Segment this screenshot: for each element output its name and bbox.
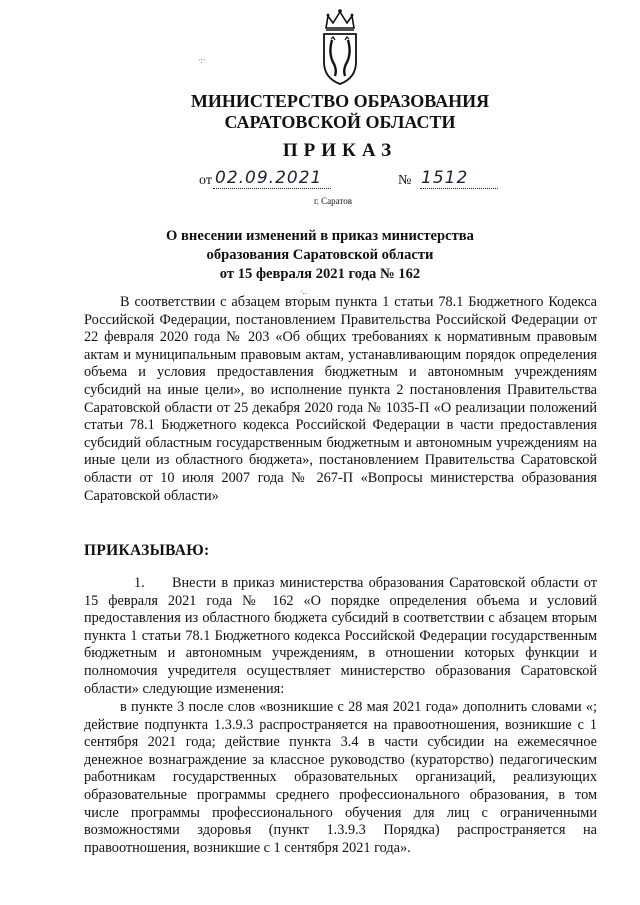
- preamble-paragraph: В соответствии с абзацем вторым пункта 1 статьи 78.1 Бюджетного Кодекса Российской Федерации, постановлением Правительства Российской Федерации от 22 февраля 2020 года № 203 «Об общих требованиях к нормативным правовым актам и муниципальным правовым актам, устанавливающим порядок определения объема и условия предоставления бюджетным и автономным учреждениям субсидий на иные цели», во исполнение пункта 2 постановления Правительства Саратовской области от 25 декабря 2020 года № 1035-П «О реализации положений статьи 78.1 Бюджетного кодекса Российской Федерации в части предоставления субсидий областным государственным бюджетным и автономным учреждениям на иные цели из областного бюджета», постановлением Правительства Саратовской области от 10 июля 2007 года № 267-П «Вопросы министерства образования Саратовской области»: [84, 294, 597, 504]
- ministry-line-1: МИНИСТЕРСТВО ОБРАЗОВАНИЯ: [190, 91, 490, 111]
- order-subject: [150, 227, 490, 284]
- handwritten-date: 02.09.2021: [215, 168, 323, 188]
- item-1-paragraph: [84, 575, 597, 698]
- subject-line-2: образования Саратовской области: [206, 247, 434, 263]
- number-prefix: №: [398, 173, 412, 188]
- item-1-text: Внести в приказ министерства образования Саратовской области от 15 февраля 2021 года № 162 «О порядке определения объема и условий предоставления из областного бюджета субсидий в соответствии с абзацем вторым пункта 1 статьи 78.1 Бюджетного кодекса Российской Федерации государственным бюджетным и автономным учреждениям, в отношении которых функции и полномочия учредителя осуществляет министерство образования Саратовской области» следующие изменения:: [84, 575, 597, 697]
- scan-speck: ·..: [300, 287, 307, 296]
- date-underline: [213, 188, 331, 189]
- scan-speck: ·:·: [198, 56, 206, 65]
- document-type: ПРИКАЗ: [282, 140, 398, 161]
- coat-of-arms-icon: [318, 6, 362, 86]
- subitem-paragraph: в пункте 3 после слов «возникшие с 28 мая 2021 года» дополнить словами «; действие подпункта 1.3.9.3 распространяется на правоотношения, возникшие с 1 сентября 2021 года; действие пункта 3.4 в части субсидии на ежемесячное денежное вознаграждение за классное руководство (кураторство) педагогическим работникам государственных образовательных организаций, реализующих образовательные программы среднего профессионального образования, в том числе программы профессионального обучения для лиц с ограниченными возможностями здоровья (пункт 1.3.9.3 Порядка) распространяется на правоотношения, возникшие с 1 сентября 2021 года».: [84, 699, 597, 856]
- subject-line-3: от 15 февраля 2021 года № 162: [219, 266, 421, 282]
- number-underline: [420, 188, 498, 189]
- ministry-name: [150, 91, 530, 133]
- orders-label: ПРИКАЗЫВАЮ:: [84, 542, 210, 559]
- date-prefix: от: [199, 173, 212, 188]
- subject-line-1: О внесении изменений в приказ министерства: [166, 228, 474, 244]
- item-1-number: 1.: [134, 575, 145, 591]
- handwritten-number: 1512: [421, 168, 469, 188]
- city: г. Саратов: [314, 196, 352, 206]
- ministry-line-2: САРАТОВСКОЙ ОБЛАСТИ: [224, 112, 456, 132]
